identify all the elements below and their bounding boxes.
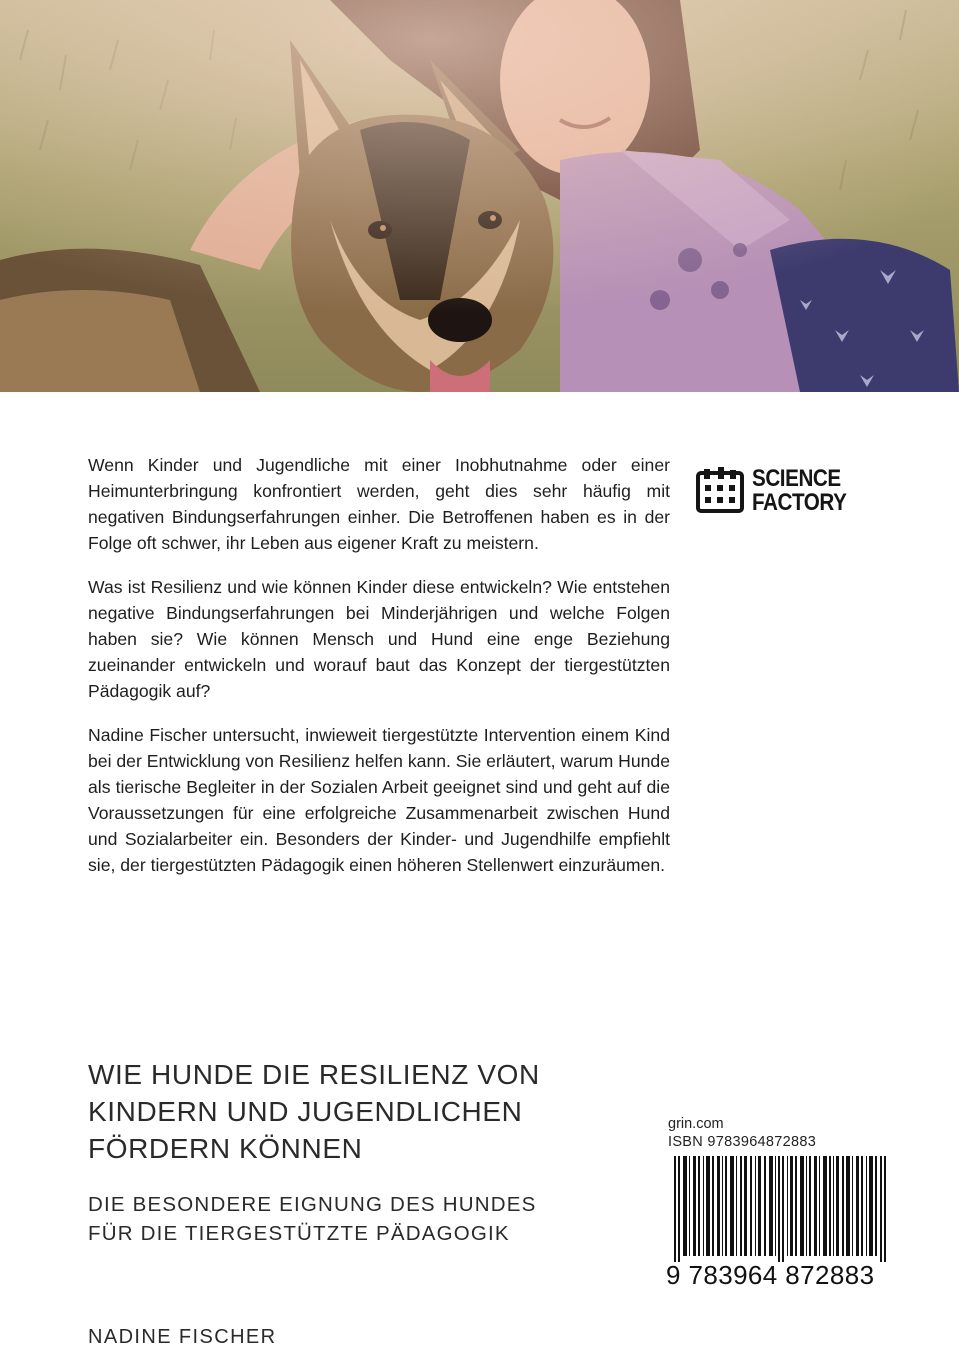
blurb-paragraph-3: Nadine Fischer untersucht, inwieweit tiergestützte Intervention einem Kind bei der Entwicklung von Resilienz helfen kann. Sie erläutert, warum Hunde als tierische Begleiter in der Sozialen Arbeit geeignet sind und geht auf die Voraussetzungen für eine erfolgreiche Zusammenarbeit zwischen Hund und Sozialarbeiter ein. Besonders der Kinder- und Jugendhilfe empfiehlt sie, der tiergestützten Pädagogik einen höheren Stellenwert einzuräumen. bbox=[88, 725, 670, 875]
publisher-logo bbox=[696, 463, 866, 519]
author-name: NADINE FISCHER bbox=[88, 1326, 277, 1348]
publisher-name bbox=[752, 467, 846, 515]
barcode-bars bbox=[666, 1156, 892, 1262]
isbn-label: ISBN 9783964872883 bbox=[668, 1134, 817, 1150]
publisher-url: grin.com bbox=[668, 1116, 724, 1132]
book-title-line-3: FÖRDERN KÖNNEN bbox=[88, 1133, 363, 1164]
barcode-digits: 9 783964 872883 bbox=[666, 1260, 875, 1290]
isbn-barcode bbox=[666, 1116, 892, 1300]
blurb-text bbox=[88, 452, 670, 896]
blurb-paragraph-1: Wenn Kinder und Jugendliche mit einer Inobhutnahme oder einer Heimunterbringung konfrontiert werden, geht dies sehr häufig mit negativen Bindungserfahrungen einher. Die Betroffenen haben es in der Folge oft schwer, ihr Leben aus eigener Kraft zu meistern. bbox=[88, 455, 670, 553]
book-title-line-1: WIE HUNDE DIE RESILIENZ VON bbox=[88, 1059, 540, 1090]
blurb-paragraph-2: Was ist Resilienz und wie können Kinder diese entwickeln? Wie entstehen negative Bindungserfahrungen bei Minderjährigen und welche Folgen haben sie? Wie können Mensch und Hund eine enge Beziehung zueinander entwickeln und worauf baut das Konzept der tiergestützten Pädagogik auf? bbox=[88, 577, 670, 701]
publisher-name-line-2: FACTORY bbox=[752, 489, 847, 516]
cover-photo bbox=[0, 0, 959, 392]
book-title-line-2: KINDERN UND JUGENDLICHEN bbox=[88, 1096, 523, 1127]
book-subtitle bbox=[88, 1190, 648, 1248]
book-subtitle-line-2: FÜR DIE TIERGESTÜTZTE PÄDAGOGIK bbox=[88, 1222, 510, 1245]
dog-and-girl-illustration bbox=[0, 0, 959, 392]
science-factory-logo-icon bbox=[696, 467, 744, 515]
book-subtitle-line-1: DIE BESONDERE EIGNUNG DES HUNDES bbox=[88, 1193, 537, 1216]
book-title bbox=[88, 1056, 648, 1167]
publisher-name-line-1: SCIENCE bbox=[752, 465, 841, 492]
